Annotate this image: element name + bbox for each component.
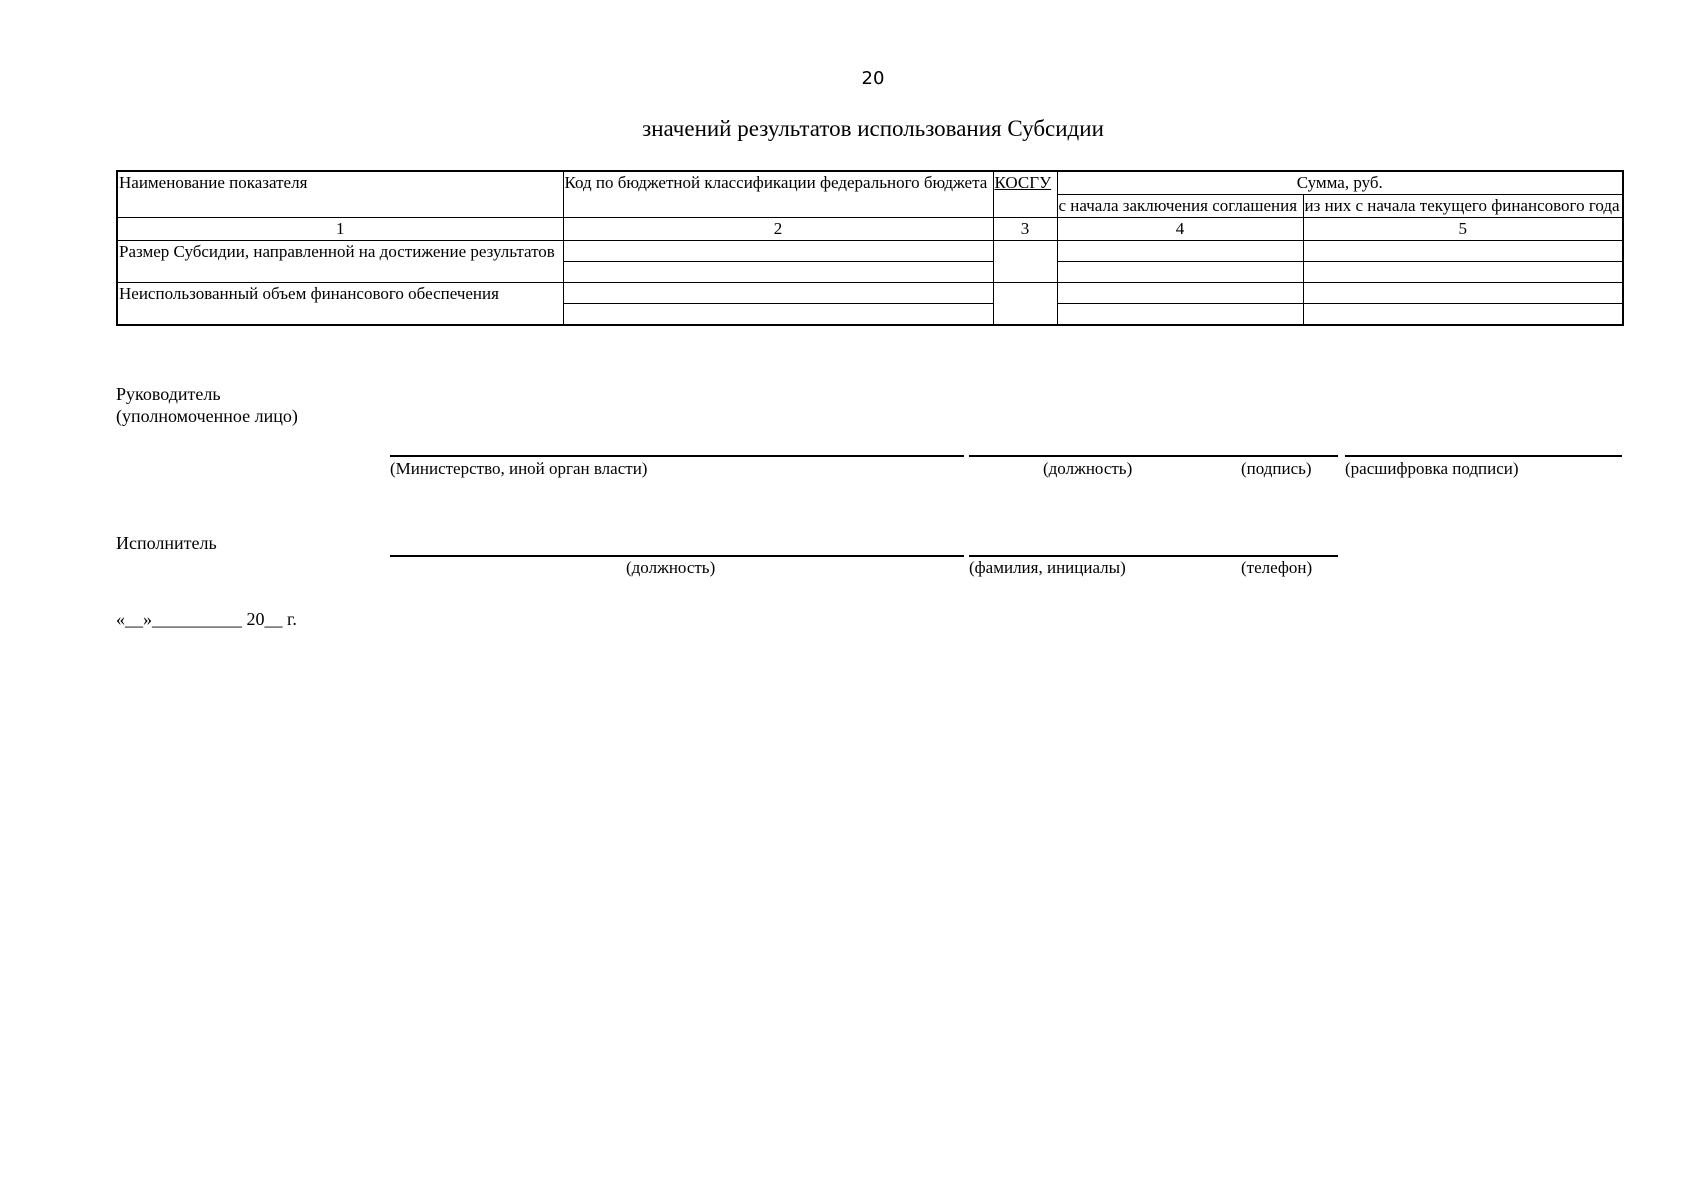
executor-name-line: [969, 555, 1338, 557]
header-sum-current-year: из них с начала текущего финансового года: [1303, 195, 1623, 218]
head-label: Руководитель: [116, 384, 221, 404]
cell-sum-from-agreement: [1057, 262, 1303, 283]
cell-sum-current-year: [1303, 304, 1623, 326]
cell-sum-from-agreement: [1057, 304, 1303, 326]
position-signature-line: [969, 455, 1338, 457]
executor-position-line: [390, 555, 964, 557]
cell-kosgu: [993, 241, 1057, 283]
header-sum: Сумма, руб.: [1057, 171, 1623, 195]
caption-executor-name: (фамилия, инициалы): [969, 558, 1126, 577]
column-number-2: 2: [563, 218, 993, 241]
cell-sum-current-year: [1303, 283, 1623, 304]
cell-sum-from-agreement: [1057, 283, 1303, 304]
header-kosgu-label: КОСГУ: [994, 173, 1052, 192]
header-name: Наименование показателя: [117, 171, 563, 218]
table-row: [117, 283, 1623, 304]
document-title: значений результатов использования Субсидии: [642, 116, 1104, 141]
header-kosgu: [993, 171, 1057, 218]
row-name-subsidy: Размер Субсидии, направленной на достижение результатов: [117, 241, 563, 283]
column-number-1: 1: [117, 218, 563, 241]
caption-decoding: (расшифровка подписи): [1345, 459, 1519, 478]
head-label-authorized: (уполномоченное лицо): [116, 406, 298, 426]
cell-budget-code: [563, 283, 993, 304]
column-number-4: 4: [1057, 218, 1303, 241]
caption-executor-position: (должность): [626, 558, 716, 577]
header-sum-from-agreement: с начала заключения соглашения: [1057, 195, 1303, 218]
table-header-row: [117, 171, 1623, 195]
row-name-unused: Неиспользованный объем финансового обеспечения: [117, 283, 563, 326]
column-number-3: 3: [993, 218, 1057, 241]
cell-kosgu: [993, 283, 1057, 326]
caption-signature: (подпись): [1241, 459, 1312, 478]
date-field: «__»__________ 20__ г.: [116, 609, 297, 629]
table-row: [117, 241, 1623, 262]
caption-executor-phone: (телефон): [1241, 558, 1313, 577]
header-budget-code: Код по бюджетной классификации федерального бюджета: [563, 171, 993, 218]
results-table: [116, 170, 1624, 326]
decoding-signature-line: [1345, 455, 1622, 457]
column-number-5: 5: [1303, 218, 1623, 241]
caption-position: (должность): [1043, 459, 1133, 478]
caption-ministry: (Министерство, иной орган власти): [390, 459, 648, 478]
cell-budget-code: [563, 304, 993, 326]
ministry-signature-line: [390, 455, 964, 457]
column-numbers-row: [117, 218, 1623, 241]
cell-budget-code: [563, 241, 993, 262]
cell-budget-code: [563, 262, 993, 283]
executor-label: Исполнитель: [116, 533, 217, 553]
cell-sum-current-year: [1303, 262, 1623, 283]
cell-sum-from-agreement: [1057, 241, 1303, 262]
cell-sum-current-year: [1303, 241, 1623, 262]
page-number: 20: [861, 68, 885, 89]
